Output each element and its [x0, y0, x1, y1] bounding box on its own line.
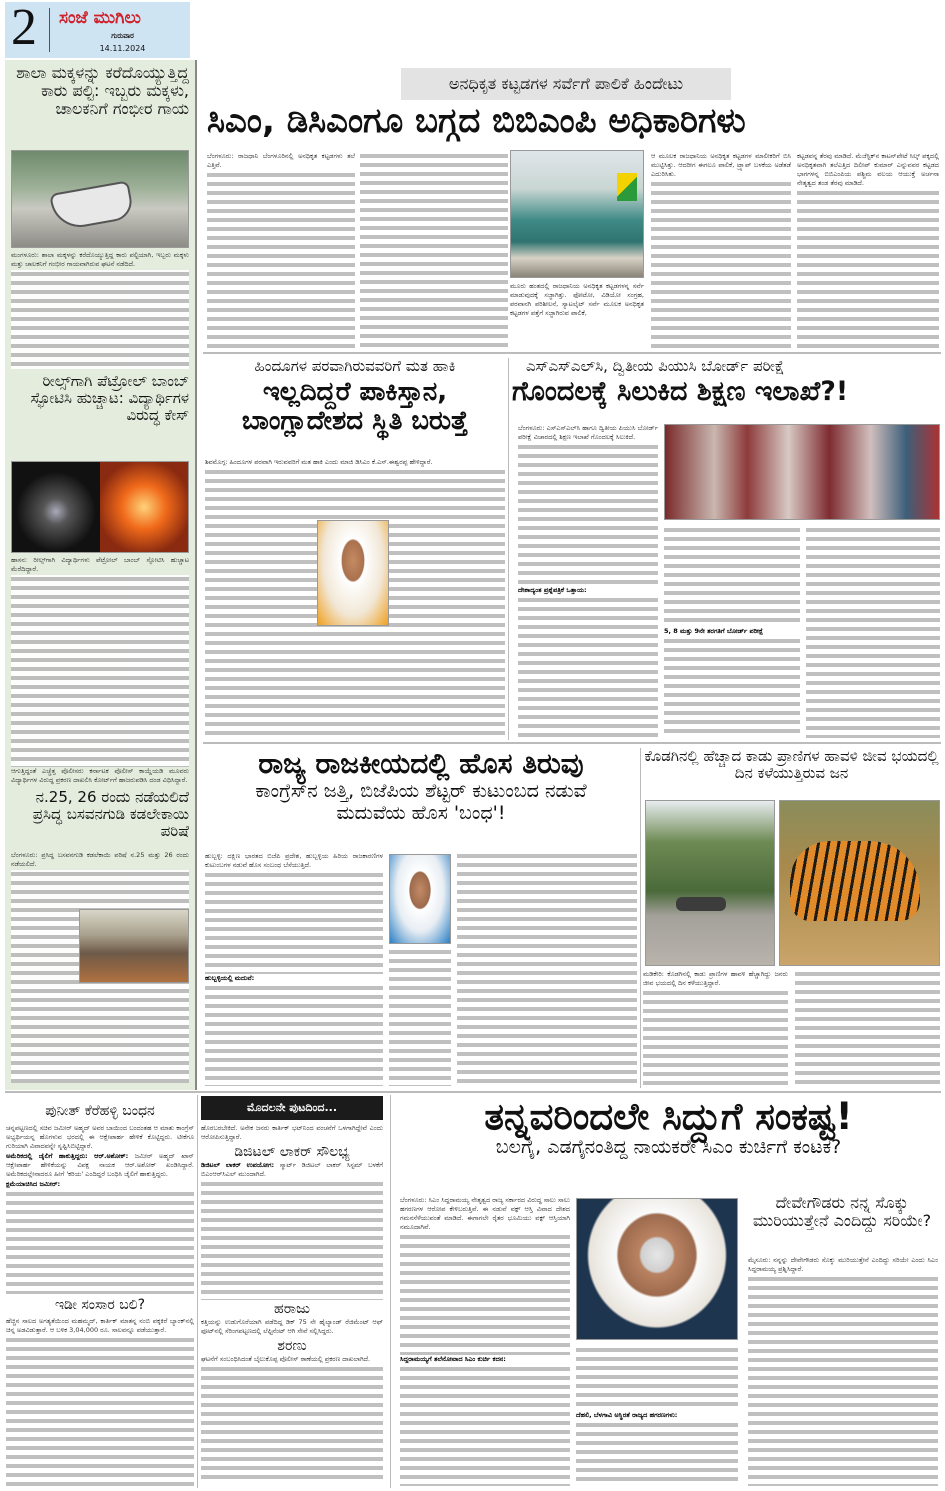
page-number: 2	[11, 0, 37, 56]
top-story-col-2	[360, 152, 508, 348]
left-column	[5, 60, 197, 1090]
divider	[197, 1095, 198, 1488]
divider	[640, 748, 641, 1088]
story-headline: ತನ್ನವರಿಂದಲೇ ಸಿದ್ದುಗೆ ಸಂಕಷ್ಟ!	[484, 1095, 853, 1138]
top-story-col-3: ಮೂರು ಹಂತದಲ್ಲಿ ರಾಜಧಾನಿಯ ಅನಧಿಕೃತ ಕಟ್ಟಡಗಳನ್ನ ಸರ್ವೆ ಮಾಡುವುದಕ್ಕೆ ಸಜ್ಜಾಗಿತ್ತು. ಫೋಟೋ, ವಿಡಿಯೋ ಸಂಗ್ರಹ, ಪರವಾನಗಿ ಪರಿಶೀಲನೆ, ಸ್ಯಾಟಲೈಟ್ ಸರ್ವೆ ಮೂಲಕ ಅನಧಿಕೃತ ಕಟ್ಟಡಗಳ ಪತ್ತೆಗೆ ಸಜ್ಜಾಗಿರುವ ಪಾಲಿಕೆ,	[510, 282, 644, 317]
masthead-date: 14.11.2024	[99, 44, 146, 53]
story-body-col-1: ಬೆಂಗಳೂರು: ಸಿಎಂ ಸಿದ್ದರಾಮಯ್ಯ ನೇತೃತ್ವದ ರಾಜ್ಯ ಸರ್ಕಾರದ ವಿರುದ್ಧ ಸಾಲು ಸಾಲು ಹಗರಣಗಳ ಆರೋಪ ಕೇಳಿಬರುತ್ತಿವೆ. ಈ ನಡುವೆ ವಕ್ಫ್ ಆಸ್ತಿ ವಿವಾದ ದೇಶದ ಗಮನಸೆಳೆಯುವಂತೆ ಮಾಡಿದೆ. ಈಗಾಗಲೇ ರೈತರ ಭೂಮಿಯು ವಕ್ಫ್ ಆಸ್ತಿಯಾಗಿ ನಮೂದಾಗಿವೆ. ಸಿದ್ದರಾಮಯ್ಯಗೆ ತಲೆನೋವಾದ ಸಿಎಂ ಕುರ್ಚಿ ಕದನ:	[400, 1196, 570, 1486]
story-headline: ನ.25, 26 ರಂದು ನಡೆಯಲಿದೆ ಪ್ರಸಿದ್ಧ ಬಸವನಗುಡಿ ಕಡಲೇಕಾಯಿ ಪರಿಷೆ	[32, 788, 189, 840]
section-heading: ಹರಾಜು	[274, 1301, 310, 1317]
top-story-col-4: ಆ ಮೂಲಕ ರಾಜಧಾನಿಯ ಅನಧಿಕೃತ ಕಟ್ಟಡಗಳ ಮಾಲೀಕರಿಗೆ ಬಿಸಿ ಮುಟ್ಟಿಸಿತ್ತು. ಆದರೀಗ ಈಗಲೂ ಪಾಲಿಕೆ, ಟ್ರ್ಯಾಪ್ ಬಳಕೆಯ ಅಡೆತಡೆ ಎದುರಿಸಿತು.	[651, 152, 791, 348]
top-story-col-1: ಬೆಂಗಳೂರು: ರಾಜಧಾನಿ ಬೆಂಗಳೂರಿನಲ್ಲಿ ಅನಧಿಕೃತ ಕಟ್ಟಡಗಳು ತಲೆ ಎತ್ತಿವೆ.	[207, 152, 355, 348]
story-body: ಮಂಗಳೂರು: ಶಾಲಾ ಮಕ್ಕಳನ್ನು ಕರೆದೊಯ್ಯುತ್ತಿದ್ದ ಕಾರು ಪಲ್ಟಿಯಾಗಿ, ಇಬ್ಬರು ಮಕ್ಕಳು ಮತ್ತು ಚಾಲಕನಿಗೆ ಗಂಭೀರ ಗಾಯವಾಗಿರುವ ಘಟನೆ ನಡೆದಿದೆ.	[11, 251, 189, 369]
side-story-body: ಮೈಸೂರು: ನನ್ನನ್ನು ದೇವೇಗೌಡರು ಸೊಕ್ಕು ಮುರಿಯುತ್ತೇನೆ ಎಂದಿದ್ದು ಸರಿಯೇ ಎಂದು ಸಿಎಂ ಸಿದ್ದರಾಮಯ್ಯ ಪ್ರಶ್ನಿಸಿದ್ದಾರೆ.	[748, 1256, 938, 1486]
story-body-col-2	[795, 970, 940, 1086]
section-heading: ಶರಣು	[277, 1338, 307, 1354]
divider	[390, 1095, 391, 1488]
story-body: ಬೆಂಗಳೂರು: ಪ್ರಸಿದ್ಧ ಬಸವನಗುಡಿ ಕಡಲೆಕಾಯಿ ಪರಿಷೆ ನ.25 ಮತ್ತು 26 ರಂದು ನಡೆಯಲಿದೆ.	[11, 851, 189, 1083]
story-body-col-1: ಹುಬ್ಬಳ್ಳಿ: ದಕ್ಷಿಣ ಭಾರತದ ಬಿಜೆಪಿ ಪ್ರದೇಶ, ಹುಬ್ಬಳ್ಳಿಯ ಹಿರಿಯ ರಾಜಕಾರಣಿಗಳ ಕುಟುಂಬಗಳ ನಡುವೆ ಹೊಸ ಸಂಬಂಧ ಬೆಸೆಯುತ್ತಿದೆ. ಹುಬ್ಬಳ್ಳಿಯಲ್ಲಿ ಮದುವೆ:	[205, 852, 383, 1086]
story-body: ಚನ್ನಪಟ್ಟಣದಲ್ಲಿ ಸಚಿವ ಜಮೀರ್ ಅಹ್ಮದ್ ಅವರ ಬಾಯಿಂದ ಬಂದಂತಹ ಆ ಮಾತು ಕಾಂಗ್ರೆಸ್ ಅಭ್ಯರ್ಥಿಯನ್ನ ಹೊಗಳುವ ಭರದಲ್ಲಿ ಈ ಆಕ್ಷೇಪಾರ್ಹ ಹೇಳಿಕೆ ಕೊಟ್ಟಿದ್ದರು. ಟೀಕೆಗೂ ಗುರಿಯಾಗಿ ವಿವಾದವನ್ನೇ ಸೃಷ್ಟಿಸಿಬಿಟ್ಟಿದ್ದಾರೆ. ಅಮೆರಿಕದಲ್ಲಿ ಜೈಲಿಗೆ ಹಾಕುತ್ತಿದ್ದರು: ಆರ್.ಅಶೋಕ್: ಜಮೀರ್ ಅಹ್ಮದ್ ಖಾನ್ ಆಕ್ಷೇಪಾರ್ಹ ಹೇಳಿಕೆಯನ್ನು ವಿಪಕ್ಷ ನಾಯಕ ಆರ್.ಅಶೋಕ್ ಖಂಡಿಸಿದ್ದಾರೆ. ಅಮೆರಿಕದಲ್ಲೇನಾದರೂ ಹೀಗೆ 'ಕರಿಯ' ಎಂದಿದ್ದರೆ ಬಂಧಿಸಿ ಜೈಲಿಗೆ ಹಾಕುತ್ತಿದ್ದರು. ಕ್ಷಮೆಯಾಚಿಸಿದ ಜಮೀರ್:	[6, 1124, 194, 1294]
story-headline: ಇಲ್ಲದಿದ್ದರೆ ಪಾಕಿಸ್ತಾನ, ಬಾಂಗ್ಲಾದೇಶದ ಸ್ಥಿತಿ ಬರುತ್ತೆ	[241, 376, 469, 436]
story-body-col-1: ಬೆಂಗಳೂರು: ಎಸ್‌ಎಸ್‌ಎಲ್‌ಸಿ ಹಾಗೂ ದ್ವಿತೀಯ ಪಿಯುಸಿ ಬೋರ್ಡ್ ಪರೀಕ್ಷೆ ವಿಚಾರದಲ್ಲಿ ಶಿಕ್ಷಣ ಇಲಾಖೆ ಗೊಂದಲಕ್ಕೆ ಸಿಲುಕಿದೆ. ದೇಶಾದ್ಯಂತ ಪ್ರಶ್ನೆಪತ್ರಿಕೆ ಒತ್ತಾಯ:	[518, 424, 658, 738]
photo-students	[664, 424, 940, 520]
story-body-col-2: 5, 8 ಮತ್ತು 9ನೇ ತರಗತಿಗೆ ಬೋರ್ಡ್ ಪರೀಕ್ಷೆ	[664, 526, 800, 738]
story-headline: ಶಾಲಾ ಮಕ್ಕಳನ್ನು ಕರೆದೊಯ್ಯುತ್ತಿದ್ದ ಕಾರು ಪಲ್ಟಿ: ಇಬ್ಬರು ಮಕ್ಕಳು, ಚಾಲಕನಿಗೆ ಗಂಭೀರ ಗಾಯ	[16, 63, 189, 118]
story-subheadline: ಬಲಗೈ, ಎಡಗೈನಂತಿದ್ದ ನಾಯಕರೇ ಸಿಎಂ ಕುರ್ಚಿಗೆ ಕಂಟಕ?	[495, 1136, 842, 1159]
story-kodagu	[643, 748, 940, 1088]
divider	[203, 352, 941, 354]
photo-siddaramaiah	[576, 1198, 738, 1340]
story-body-col-1: ಮಡಿಕೇರಿ: ಕೊಡಗಿನಲ್ಲಿ ಕಾಡು ಪ್ರಾಣಿಗಳ ಹಾವಳಿ ಹೆಚ್ಚಾಗಿದ್ದು ಜನರು ಜೀವ ಭಯದಲ್ಲಿ ದಿನ ಕಳೆಯುತ್ತಿದ್ದಾರೆ.	[643, 970, 788, 1086]
story-body: ಹೆಚ್ಚಿನ ಸಾಲದ ಅಗತ್ಯತೆಯಿಂದ ಮಹಮ್ಮದ್, ಕಾರ್ತಿಕ್ ಮಾತನ್ನ ನಂಬಿ ಪಕ್ಕಕಿರೆ ಬ್ಯಾಂಕ್‌ನಲ್ಲಿ ಚಿನ್ನ ಅಡವಿಡುತ್ತಾರೆ. ಆ ಬಳಿಕ 3,04,000 ರೂ. ಸಾಲವನ್ನೂ ಪಡೆಯುತ್ತಾರೆ.	[6, 1317, 194, 1487]
story-headline: ರಾಜ್ಯ ರಾಜಕೀಯದಲ್ಲಿ ಹೊಸ ತಿರುವು	[258, 747, 584, 780]
story-subheadline: ಇಡೀ ಸಂಸಾರ ಬಲಿ?	[54, 1296, 146, 1313]
story-subheadline: ಕಾಂಗ್ರೆಸ್‌ನ ಜತ್ತಿ, ಬಿಜೆಪಿಯ ಶೆಟ್ಟರ್ ಕುಟುಂಬದ ನಡುವೆ ಮದುವೆಯ ಹೊಸ 'ಬಂಧ'!	[255, 780, 587, 824]
continued-column	[201, 1096, 383, 1488]
story-siddu	[396, 1096, 941, 1488]
divider	[508, 358, 509, 740]
photo-shettar	[389, 854, 451, 944]
story-headline: ರೀಲ್ಸ್‌ಗಾಗಿ ಪೆಟ್ರೋಲ್ ಬಾಂಬ್ ಸ್ಫೋಟಿಸಿ ಹುಚ್ಚಾಟ: ವಿದ್ಯಾರ್ಥಿಗಳ ವಿರುದ್ಧ ಕೇಸ್	[30, 372, 189, 424]
story-body-col-2: ದೆಹಲಿ, ಬೆಳಗಾವಿ ಅಸ್ಥಿರತೆ ರಾಜ್ಯದ ಹಗರಣಗಳು:	[576, 1346, 738, 1486]
paper-logo: ಸಂಜೆ ಮುಗಿಲು	[59, 8, 141, 28]
divider	[203, 742, 941, 744]
side-headline: ದೇವೇಗೌಡರು ನನ್ನ ಸೊಕ್ಕು ಮುರಿಯುತ್ತೇನೆ ಎಂದಿದ್ದು ಸರಿಯೇ?	[752, 1193, 932, 1230]
story-headline: ಗೊಂದಲಕ್ಕೆ ಸಿಲುಕಿದ ಶಿಕ್ಷಣ ಇಲಾಖೆ?!	[512, 375, 849, 407]
top-story-col-5: ಕಟ್ಟಡವನ್ನ ತೆರವು ಮಾಡಿದೆ. ಮೆಜೆಸ್ಟಿಕ್‌ನ ಕಾಟನ್‌ಪೇಟೆ ಸಿಲ್ಕ್ ಪಕ್ಕದಲ್ಲಿ ಅನಧಿಕೃತವಾಗಿ ತಲೆಎತ್ತಿದ ದಿಲೀಪ್ ಕುಮಾರ್ ಎನ್ನುವವರ ಕಟ್ಟಡದ ಭಾಗಗಳನ್ನ ಬಿಬಿಎಂಪಿಯ ಪಶ್ಚಿಮ ವಲಯ ಆಯುಕ್ತೆ ಅರ್ಚನಾ ನೇತೃತ್ವದ ತಂಡ ತೆರವು ಮಾಡಿದೆ.	[797, 152, 939, 348]
story-puneeth	[6, 1098, 194, 1488]
top-story-kicker: ಅನಧಿಕೃತ ಕಟ್ಟಡಗಳ ಸರ್ವೆಗೆ ಪಾಲಿಕೆ ಹಿಂದೇಟು	[401, 68, 731, 100]
photo-overturned-car	[11, 150, 189, 248]
section-heading: ಡಿಜಿಟಲ್ ಲಾಕರ್ ಸೌಲಭ್ಯ	[234, 1144, 350, 1160]
continued-body: ಹೊರಬರಬೇಕಿದೆ. ಅನೇಕ ಜನರು ಕಾರ್ತಿಕ್ ಭಟ್‌ನಿಂದ ವಂಚನೆಗೆ ಒಳಗಾಗಿದ್ದೇವೆ ಎಂದು ಆರೋಪಿಸುತ್ತಿದ್ದಾರೆ. ಡಿಜಿಟಲ್ ಲಾಕರ್ ಸೌಲಭ್ಯ ಡಿಜಿಟಲ್ ಲಾಕರ್ ಉಪಯೋಗ: ಸ್ಮಾರ್ಟ್ ಡಿಜಿಟಲ್ ಲಾಕರ್ ಸಿಸ್ಟಮ್ ಬಳಕೆಗೆ ಬಿಎಂಆರ್‌ಸಿಎಲ್ ಮುಂದಾಗಿದೆ. ಹರಾಜು ಕತ್ತಿಯನ್ನು ಉಡುಗೊರೆಯಾಗಿ ಪಡೆದಿದ್ದ ಡಿಕ್ 75 ನೇ ಹೈಲ್ಯಾಂಡ್ ರೆಜಿಮೆಂಟ್ ಆಫ್ ಫೂಟ್‌ನಲ್ಲಿ ಸೆರಿಂಗಪಟ್ಟಣದಲ್ಲಿ ಲೆಫ್ಟಿನೆಂಟ್ ಆಗಿ ಸೇವೆ ಸಲ್ಲಿಸಿದ್ದರು. ಶರಣು ಘಟನೆಗೆ ಸಂಬಂಧಿಸಿದಂತೆ ಬೈಲುಕೊಪ್ಪ ಪೊಲೀಸ್ ಠಾಣೆಯಲ್ಲಿ ಪ್ರಕರಣ ದಾಖಲಾಗಿದೆ.	[201, 1124, 383, 1484]
continued-banner: ಮೊದಲನೇ ಪುಟದಿಂದ...	[201, 1096, 383, 1120]
masthead-day: ಗುರುವಾರ	[111, 32, 134, 40]
story-body-col-3	[457, 852, 637, 1086]
photo-explosion	[11, 461, 189, 553]
story-body-col-3	[806, 526, 940, 738]
story-hindu	[205, 358, 505, 740]
story-exam	[512, 358, 940, 740]
story-body: ಶಿವಮೊಗ್ಗ: ಹಿಂದೂಗಳ ಪರವಾಗಿ ಇರುವವರಿಗೆ ಮತ ಹಾಕಿ ಎಂದು ಮಾಜಿ ಡಿಸಿಎಂ ಕೆ.ಎಸ್.ಈಶ್ವರಪ್ಪ ಹೇಳಿದ್ದಾರೆ.	[205, 458, 505, 738]
photo-bbmp-building	[510, 150, 644, 278]
top-story-headline: ಸಿಎಂ, ಡಿಸಿಎಂಗೂ ಬಗ್ಗದ ಬಿಬಿಎಂಪಿ ಅಧಿಕಾರಿಗಳು	[207, 101, 746, 141]
story-kicker: ಹಿಂದೂಗಳ ಪರವಾಗಿರುವವರಿಗೆ ಮತ ಹಾಕಿ	[254, 357, 456, 375]
story-body: ಹಾಸನ: ರೀಲ್ಸ್‌ಗಾಗಿ ವಿದ್ಯಾರ್ಥಿಗಳು ಪೆಟ್ರೋಲ್ ಬಾಂಬ್ ಸ್ಫೋಟಿಸಿ ಹುಚ್ಚಾಟ ಮೆರೆದಿದ್ದಾರೆ. ಆಗುತ್ತಿದ್ದಂತೆ ಎಚ್ಚೆತ್ತ ಪೊಲೀಸರು ಕರ್ನಾಟಕ ಪೊಲೀಸ್ ಕಾಯ್ದೆಯಡಿ ಮೂವರು ವಿದ್ಯಾರ್ಥಿಗಳ ವಿರುದ್ಧ ಪ್ರಕರಣ ದಾಖಲಿಸಿ ಕೋರ್ಟ್‌ಗೆ ಹಾಜರುಪಡಿಸಿ ದಂಡ ವಿಧಿಸಿದ್ದಾರೆ.	[11, 556, 189, 784]
story-headline: ಪುನೀತ್ ಕೆರೆಹಳ್ಳಿ ಬಂಧನ	[45, 1103, 155, 1119]
story-politics	[205, 748, 637, 1088]
story-headline: ಕೊಡಗಿನಲ್ಲಿ ಹೆಚ್ಚಾದ ಕಾಡು ಪ್ರಾಣಿಗಳ ಹಾವಳಿ ಜೀವ ಭಯದಲ್ಲಿ ದಿನ ಕಳೆಯುತ್ತಿರುವ ಜನ	[644, 747, 939, 782]
top-story	[203, 62, 941, 352]
masthead	[5, 2, 190, 58]
divider	[5, 1091, 941, 1093]
photo-eshwarappa	[317, 520, 389, 626]
photo-tiger	[779, 800, 940, 966]
photo-fair-crowd	[79, 909, 189, 983]
story-kicker: ಎಸ್‌ಎಸ್‌ಎಲ್‌ಸಿ, ದ್ವಿತೀಯ ಪಿಯುಸಿ ಬೋರ್ಡ್ ಪರೀಕ್ಷೆ	[526, 357, 785, 375]
photo-elephants	[645, 800, 775, 966]
story-body-col-2	[389, 948, 451, 1086]
